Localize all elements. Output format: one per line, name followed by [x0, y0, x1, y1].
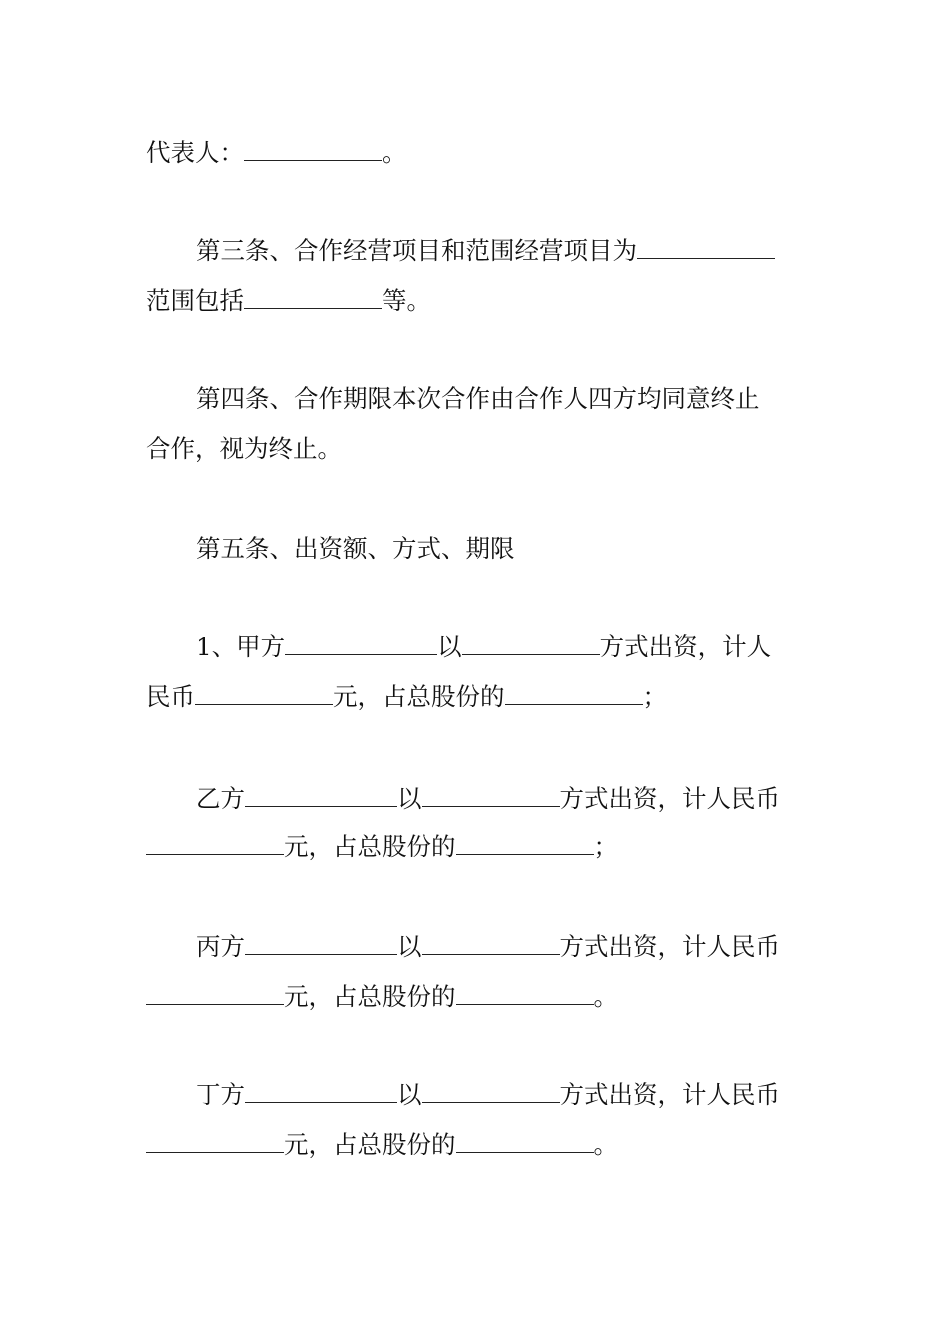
article5-title: 第五条、出资额、方式、期限 — [196, 534, 515, 563]
party-d-prefix: 丁方 — [196, 1080, 245, 1109]
party-c-name-blank[interactable] — [245, 932, 397, 955]
party-a-end: ； — [642, 682, 667, 711]
party-b-yuan: 元，占总股份的 — [284, 832, 456, 861]
party-b-share-blank[interactable] — [456, 832, 594, 855]
party-b-end: ； — [593, 832, 618, 861]
article3-end: 等。 — [382, 286, 431, 315]
party-d-line2 — [146, 1130, 808, 1160]
representative-end: 。 — [382, 138, 407, 167]
party-c-end: 。 — [593, 982, 618, 1011]
party-c-prefix: 丙方 — [196, 932, 245, 961]
party-c-yuan: 元，占总股份的 — [284, 982, 456, 1011]
party-b-prefix: 乙方 — [196, 784, 245, 813]
party-b-name-blank[interactable] — [245, 784, 397, 807]
article3-project-blank[interactable] — [637, 236, 775, 259]
party-a-yi: 以 — [437, 632, 462, 661]
representative-label: 代表人： — [146, 138, 244, 167]
party-d-amount-blank[interactable] — [146, 1130, 284, 1153]
party-b-amount-blank[interactable] — [146, 832, 284, 855]
article3-line2 — [146, 286, 808, 316]
article3-line1 — [196, 236, 808, 266]
party-d-yi: 以 — [397, 1080, 422, 1109]
party-a-yuan: 元，占总股份的 — [333, 682, 505, 711]
party-c-yi: 以 — [397, 932, 422, 961]
party-a-method: 方式出资，计人 — [599, 632, 772, 661]
party-a-method-blank[interactable] — [462, 632, 600, 655]
party-a-currency: 民币 — [146, 682, 195, 711]
party-d-method-blank[interactable] — [422, 1080, 560, 1103]
party-d-share-blank[interactable] — [456, 1130, 594, 1153]
party-a-name-blank[interactable] — [285, 632, 437, 655]
party-a-amount-blank[interactable] — [195, 682, 333, 705]
party-d-line1 — [196, 1080, 808, 1110]
party-b-method: 方式出资，计人民币 — [559, 784, 780, 813]
party-d-name-blank[interactable] — [245, 1080, 397, 1103]
party-a-line1 — [196, 632, 808, 662]
representative-blank[interactable] — [244, 138, 382, 161]
party-c-method: 方式出资，计人民币 — [559, 932, 780, 961]
party-b-line1 — [196, 784, 808, 814]
party-d-method: 方式出资，计人民币 — [559, 1080, 780, 1109]
party-a-line2 — [146, 682, 808, 712]
party-c-method-blank[interactable] — [422, 932, 560, 955]
party-d-end: 。 — [593, 1130, 618, 1159]
party-b-method-blank[interactable] — [422, 784, 560, 807]
article4-line1: 第四条、合作期限本次合作由合作人四方均同意终止 — [196, 384, 760, 413]
representative-line — [146, 138, 808, 168]
party-c-line1 — [196, 932, 808, 962]
party-b-line2 — [146, 832, 808, 862]
article4-line2: 合作，视为终止。 — [146, 434, 342, 463]
article3-text: 第三条、合作经营项目和范围经营项目为 — [196, 236, 637, 265]
article3-scope-blank[interactable] — [244, 286, 382, 309]
party-c-line2 — [146, 982, 808, 1012]
article3-scope-label: 范围包括 — [146, 286, 244, 315]
party-a-share-blank[interactable] — [505, 682, 643, 705]
party-b-yi: 以 — [397, 784, 422, 813]
party-c-share-blank[interactable] — [456, 982, 594, 1005]
party-a-prefix: 1、甲方 — [196, 632, 286, 661]
party-d-yuan: 元，占总股份的 — [284, 1130, 456, 1159]
party-c-amount-blank[interactable] — [146, 982, 284, 1005]
